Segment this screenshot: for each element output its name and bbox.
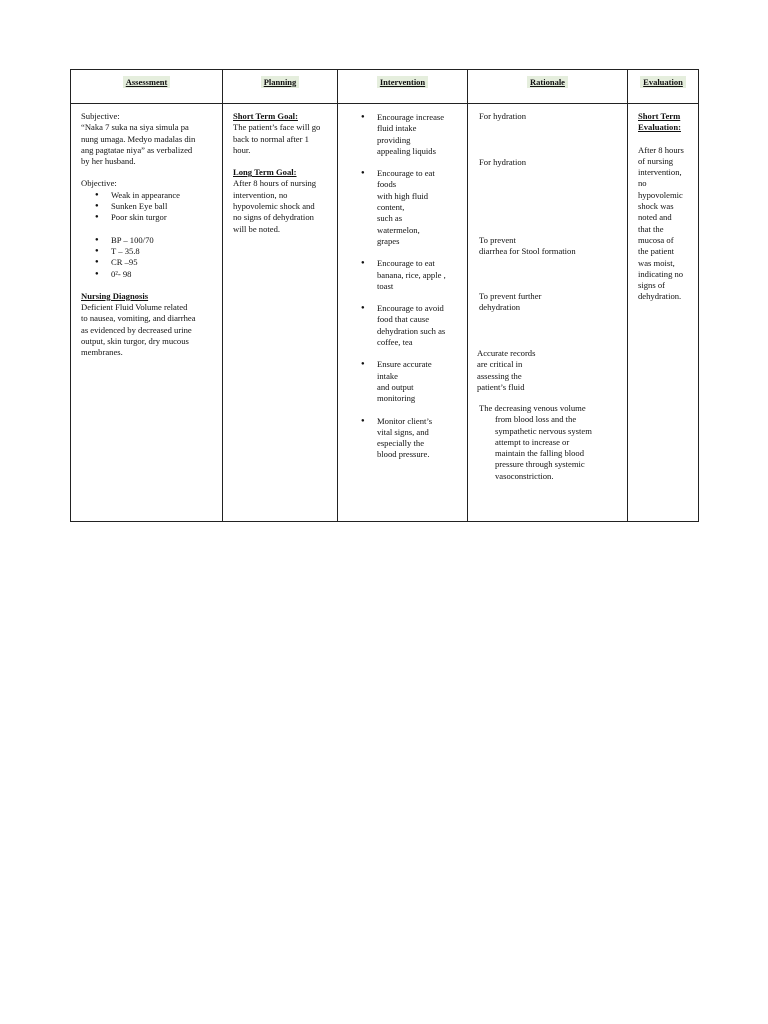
diagnosis-line: Deficient Fluid Volume related <box>81 302 188 313</box>
intervention-item: ● Encourage to eat foods with high fluid content, such as watermelon, grapes <box>377 168 467 247</box>
header-planning: Planning <box>223 70 338 104</box>
header-intervention: Intervention <box>338 70 468 104</box>
rationale-stool-formation: To prevent diarrhea for Stool formation <box>479 235 576 257</box>
intervention-cell <box>338 104 468 522</box>
nursing-care-plan-table <box>70 69 699 522</box>
quote-line: by her husband. <box>81 156 136 167</box>
goal-line: hypovolemic shock and <box>233 201 315 212</box>
rationale-cell <box>468 104 628 522</box>
quote-line: nung umaga. Medyo madalas din <box>81 133 196 144</box>
vital-sign: ● 0²- 98 <box>111 269 222 280</box>
long-term-goal-title: Long Term Goal: <box>233 167 297 178</box>
goal-line: After 8 hours of nursing <box>233 178 317 189</box>
nursing-diagnosis-title: Nursing Diagnosis <box>81 290 149 301</box>
vital-sign: ● T – 35.8 <box>111 246 222 257</box>
intervention-item: ● Encourage to avoid food that cause dehydration such as coffee, tea <box>377 303 467 348</box>
assessment-cell <box>71 104 223 522</box>
diagnosis-line: to nausea, vomiting, and diarrhea <box>81 313 196 324</box>
goal-line: will be noted. <box>233 223 281 234</box>
header-assessment: Assessment <box>71 70 223 104</box>
objective-label: Objective: <box>81 178 117 189</box>
goal-line: intervention, no <box>233 189 288 200</box>
vital-sign: ● CR –95 <box>111 257 222 268</box>
quote-line: ang pagtatae niya” as verbalized <box>81 144 193 155</box>
content-row <box>71 104 699 522</box>
evaluation-title: Evaluation: <box>638 122 681 133</box>
subjective-label: Subjective: <box>81 111 120 121</box>
planning-cell <box>223 104 338 522</box>
evaluation-title: Short Term <box>638 111 681 121</box>
evaluation-cell <box>628 104 699 522</box>
diagnosis-line: output, skin turgor, dry mucous <box>81 336 189 347</box>
rationale-records: Accurate records are critical in assessing the patient’s fluid <box>477 348 536 392</box>
goal-line: hour. <box>233 144 251 155</box>
objective-item: ● Sunken Eye ball <box>111 201 222 212</box>
header-evaluation: Evaluation <box>628 70 699 104</box>
intervention-item: ● Encourage to eat banana, rice, apple , toast <box>377 258 467 292</box>
goal-line: no signs of dehydration <box>233 212 314 223</box>
intervention-item: ● Monitor client’s vital signs, and especially the blood pressure. <box>377 416 467 461</box>
goal-line: back to normal after 1 <box>233 133 309 144</box>
rationale-hydration: For hydration <box>479 157 527 167</box>
diagnosis-line: membranes. <box>81 347 123 358</box>
quote-line: “Naka 7 suka na siya simula pa <box>81 122 189 133</box>
goal-line: The patient’s face will go <box>233 122 321 133</box>
intervention-item: ● Encourage increase fluid intake providing appealing liquids <box>377 112 467 157</box>
rationale-blood-pressure: The decreasing venous volume from blood loss and the sympathetic nervous system attempt to increase or maintain the falling blood pressure through systemic vasoconstriction. <box>479 403 592 481</box>
rationale-dehydration: To prevent further dehydration <box>479 291 542 313</box>
diagnosis-line: as evidenced by decreased urine <box>81 324 192 335</box>
intervention-item: ● Ensure accurate intake and output monitoring <box>377 359 467 404</box>
header-row <box>71 70 699 104</box>
rationale-hydration: For hydration <box>479 111 527 121</box>
objective-item: ● Poor skin turgor <box>111 212 222 223</box>
header-rationale: Rationale <box>468 70 628 104</box>
vital-sign: ● BP – 100/70 <box>111 235 222 246</box>
short-term-goal-title: Short Term Goal: <box>233 111 298 121</box>
objective-item: ● Weak in appearance <box>111 190 222 201</box>
evaluation-text: After 8 hours of nursing intervention, no hypovolemic shock was noted and that the mucosa of the patient was moist, indicating no signs of dehydration. <box>638 144 684 302</box>
